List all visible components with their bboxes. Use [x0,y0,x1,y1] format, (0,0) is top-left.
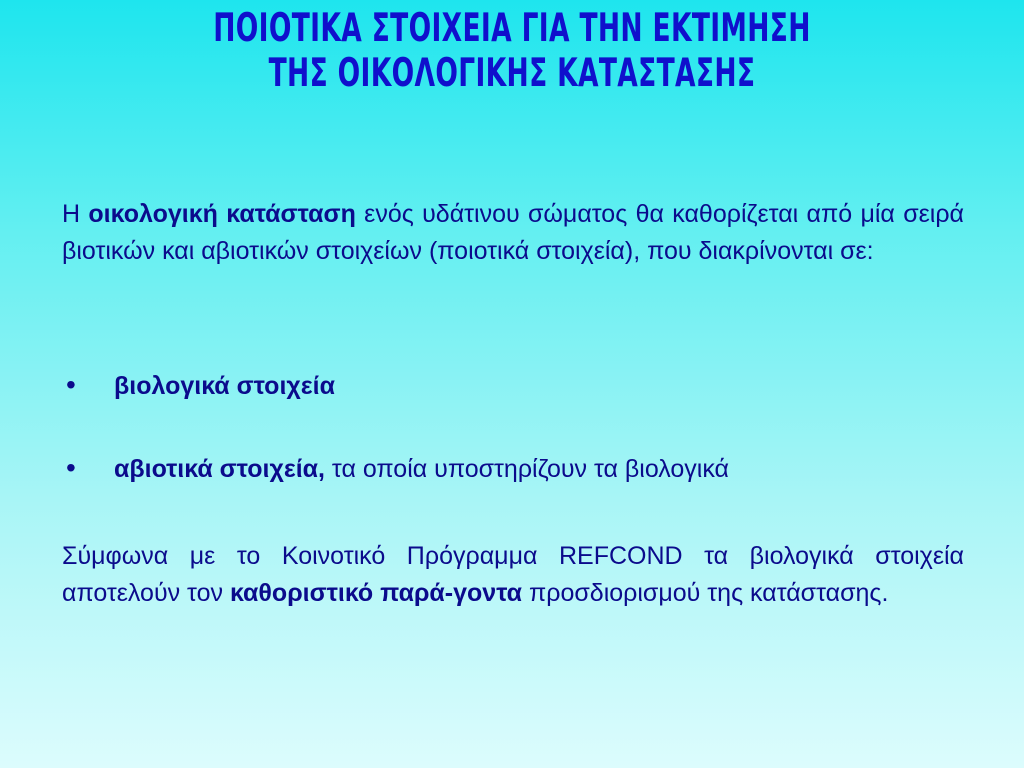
intro-bold-term: οικολογική κατάσταση [88,200,356,228]
intro-text-start: Η [62,200,89,228]
conclusion-text-start: Σύμφωνα με το Κοινοτικό Πρόγραμμα REFCOND τα βιολογικά στοιχεία αποτελούν τον [62,542,964,607]
title-line-1: ΠΟΙΟΤΙΚΑ ΣΤΟΙΧΕΙΑ ΓΙΑ ΤΗΝ ΕΚΤΙΜΗΣΗ [213,6,811,51]
bullet-rest-text: τα οποία υποστηρίζουν τα βιολογικά [324,455,729,483]
bullet-item-biological [66,366,335,405]
intro-text-end: ενός υδάτινου σώματος θα καθορίζεται από μία σειρά βιοτικών και αβιοτικών στοιχείων (ποιοτικά στοιχεία), που διακρίνονται σε: [62,200,964,265]
bullet-marker: • [66,452,76,483]
conclusion-bold-term: καθοριστικό παρά-γοντα [229,579,523,607]
slide-title [164,6,860,96]
bullet-item-abiotic [66,449,729,488]
title-line-2: ΤΗΣ ΟΙΚΟΛΟΓΙΚΗΣ ΚΑΤΑΣΤΑΣΗΣ [268,51,756,96]
bullet-bold-text: βιολογικά στοιχεία [114,372,335,400]
bullet-marker: • [66,369,76,400]
intro-paragraph [62,196,964,270]
bullet-bold-text: αβιοτικά στοιχεία, [114,455,325,483]
conclusion-text-end: προσδιορισμού της κατάστασης. [522,579,889,607]
conclusion-paragraph [62,538,964,612]
